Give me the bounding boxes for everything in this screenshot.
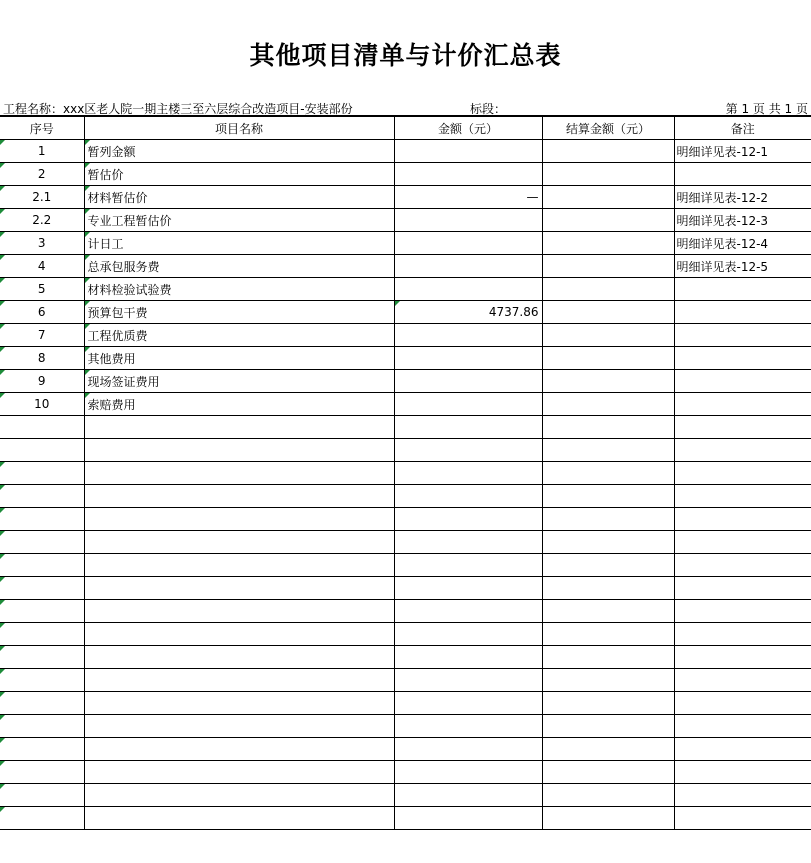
cell-settlement-amount[interactable]: [542, 577, 674, 600]
cell-remarks[interactable]: [674, 324, 811, 347]
cell-item-name[interactable]: 计日工: [84, 232, 394, 255]
cell-remarks[interactable]: [674, 485, 811, 508]
cell-remarks[interactable]: [674, 761, 811, 784]
cell-settlement-amount[interactable]: [542, 715, 674, 738]
cell-seq[interactable]: [0, 646, 84, 669]
cell-seq[interactable]: 2.2: [0, 209, 84, 232]
table-row: [0, 416, 811, 439]
table-row: [0, 301, 811, 324]
cell-settlement-amount[interactable]: [542, 738, 674, 761]
cell-remarks[interactable]: [674, 531, 811, 554]
table-row: [0, 232, 811, 255]
cell-seq[interactable]: 2.1: [0, 186, 84, 209]
cell-item-name[interactable]: [84, 692, 394, 715]
cell-amount[interactable]: [394, 416, 542, 439]
cell-remarks[interactable]: [674, 462, 811, 485]
cell-amount[interactable]: [394, 715, 542, 738]
cell-remarks[interactable]: [674, 301, 811, 324]
cell-item-name[interactable]: [84, 600, 394, 623]
cell-settlement-amount[interactable]: [542, 761, 674, 784]
cell-remarks[interactable]: [674, 554, 811, 577]
table-header-row: [0, 117, 811, 140]
cell-item-name[interactable]: [84, 439, 394, 462]
cell-amount[interactable]: [394, 255, 542, 278]
cell-item-name[interactable]: 现场签证费用: [84, 370, 394, 393]
cell-remarks[interactable]: [674, 577, 811, 600]
cell-settlement-amount[interactable]: [542, 232, 674, 255]
cell-item-name[interactable]: 索赔费用: [84, 393, 394, 416]
cell-item-name[interactable]: [84, 669, 394, 692]
header-remarks[interactable]: 备注: [674, 117, 811, 140]
cell-settlement-amount[interactable]: [542, 186, 674, 209]
cell-remarks[interactable]: [674, 508, 811, 531]
cell-seq[interactable]: 4: [0, 255, 84, 278]
cell-amount[interactable]: —: [394, 186, 542, 209]
cell-amount[interactable]: [394, 278, 542, 301]
table-row: [0, 577, 811, 600]
cell-settlement-amount[interactable]: [542, 784, 674, 807]
cell-seq[interactable]: [0, 439, 84, 462]
cell-remarks[interactable]: [674, 163, 811, 186]
page-title: 其他项目清单与计价汇总表: [249, 41, 562, 70]
table-row: [0, 623, 811, 646]
cell-seq[interactable]: [0, 416, 84, 439]
cell-item-name[interactable]: 其他费用: [84, 347, 394, 370]
cell-seq[interactable]: [0, 485, 84, 508]
table-row: [0, 186, 811, 209]
cell-remarks[interactable]: 明细详见表-12-3: [674, 209, 811, 232]
table-row: [0, 715, 811, 738]
table-row: [0, 646, 811, 669]
table-row: [0, 370, 811, 393]
table-row: [0, 669, 811, 692]
cell-amount[interactable]: [394, 209, 542, 232]
cell-seq[interactable]: 9: [0, 370, 84, 393]
cell-seq[interactable]: [0, 692, 84, 715]
cell-seq[interactable]: [0, 623, 84, 646]
cell-settlement-amount[interactable]: [542, 439, 674, 462]
cell-seq[interactable]: 5: [0, 278, 84, 301]
cell-item-name[interactable]: 材料检验试验费: [84, 278, 394, 301]
cell-settlement-amount[interactable]: [542, 554, 674, 577]
cell-amount[interactable]: [394, 232, 542, 255]
summary-table: [0, 116, 811, 830]
cell-item-name[interactable]: [84, 807, 394, 830]
cell-remarks[interactable]: [674, 370, 811, 393]
cell-seq[interactable]: [0, 738, 84, 761]
cell-settlement-amount[interactable]: [542, 140, 674, 163]
cell-item-name[interactable]: [84, 623, 394, 646]
cell-seq[interactable]: [0, 715, 84, 738]
table-row: [0, 209, 811, 232]
cell-item-name[interactable]: 暂列金额: [84, 140, 394, 163]
cell-amount[interactable]: [394, 761, 542, 784]
cell-amount[interactable]: [394, 669, 542, 692]
cell-item-name[interactable]: [84, 508, 394, 531]
cell-remarks[interactable]: [674, 347, 811, 370]
cell-amount[interactable]: [394, 784, 542, 807]
header-item-name[interactable]: 项目名称: [84, 117, 394, 140]
cell-amount[interactable]: [394, 692, 542, 715]
cell-amount[interactable]: [394, 646, 542, 669]
cell-amount[interactable]: [394, 140, 542, 163]
cell-settlement-amount[interactable]: [542, 301, 674, 324]
cell-seq[interactable]: [0, 554, 84, 577]
cell-amount[interactable]: [394, 508, 542, 531]
cell-amount[interactable]: [394, 347, 542, 370]
cell-item-name[interactable]: [84, 784, 394, 807]
cell-remarks[interactable]: [674, 393, 811, 416]
cell-settlement-amount[interactable]: [542, 255, 674, 278]
table-row: [0, 439, 811, 462]
cell-item-name[interactable]: [84, 646, 394, 669]
cell-remarks[interactable]: 明细详见表-12-1: [674, 140, 811, 163]
cell-settlement-amount[interactable]: [542, 324, 674, 347]
table-row: [0, 554, 811, 577]
cell-item-name[interactable]: [84, 761, 394, 784]
cell-seq[interactable]: [0, 761, 84, 784]
cell-amount[interactable]: [394, 324, 542, 347]
cell-item-name[interactable]: 总承包服务费: [84, 255, 394, 278]
cell-settlement-amount[interactable]: [542, 669, 674, 692]
table-row: [0, 761, 811, 784]
cell-remarks[interactable]: [674, 600, 811, 623]
cell-remarks[interactable]: [674, 646, 811, 669]
cell-remarks[interactable]: 明细详见表-12-2: [674, 186, 811, 209]
cell-item-name[interactable]: [84, 462, 394, 485]
cell-item-name[interactable]: [84, 715, 394, 738]
cell-settlement-amount[interactable]: [542, 623, 674, 646]
cell-seq[interactable]: 10: [0, 393, 84, 416]
table-row: [0, 784, 811, 807]
cell-remarks[interactable]: [674, 623, 811, 646]
cell-item-name[interactable]: 材料暂估价: [84, 186, 394, 209]
cell-seq[interactable]: [0, 600, 84, 623]
cell-item-name[interactable]: [84, 554, 394, 577]
cell-amount[interactable]: 4737.86: [394, 301, 542, 324]
table-row: [0, 531, 811, 554]
cell-seq[interactable]: 7: [0, 324, 84, 347]
cell-remarks[interactable]: [674, 738, 811, 761]
header-settlement-amount[interactable]: 结算金额（元）: [542, 117, 674, 140]
cell-amount[interactable]: [394, 393, 542, 416]
header-seq[interactable]: 序号: [0, 117, 84, 140]
page-indicator: 第 1 页 共 1 页: [725, 102, 808, 116]
cell-remarks[interactable]: 明细详见表-12-4: [674, 232, 811, 255]
cell-settlement-amount[interactable]: [542, 278, 674, 301]
cell-seq[interactable]: [0, 508, 84, 531]
project-name: 工程名称：xxx区老人院一期主楼三至六层综合改造项目-安装部份: [3, 102, 353, 116]
cell-item-name[interactable]: 工程优质费: [84, 324, 394, 347]
table-row: [0, 163, 811, 186]
table-row: [0, 600, 811, 623]
cell-item-name[interactable]: 预算包干费: [84, 301, 394, 324]
cell-amount[interactable]: [394, 577, 542, 600]
cell-settlement-amount[interactable]: [542, 416, 674, 439]
table-row: [0, 324, 811, 347]
cell-remarks[interactable]: [674, 692, 811, 715]
cell-seq[interactable]: 2: [0, 163, 84, 186]
cell-seq[interactable]: [0, 807, 84, 830]
cell-remarks[interactable]: [674, 807, 811, 830]
table-row: [0, 278, 811, 301]
cell-remarks[interactable]: [674, 669, 811, 692]
cell-remarks[interactable]: [674, 278, 811, 301]
cell-settlement-amount[interactable]: [542, 163, 674, 186]
table-row: [0, 347, 811, 370]
cell-seq[interactable]: [0, 531, 84, 554]
cell-amount[interactable]: [394, 554, 542, 577]
cell-amount[interactable]: [394, 531, 542, 554]
cell-seq[interactable]: [0, 577, 84, 600]
cell-amount[interactable]: [394, 462, 542, 485]
cell-settlement-amount[interactable]: [542, 692, 674, 715]
cell-item-name[interactable]: [84, 738, 394, 761]
table-row: [0, 462, 811, 485]
table-row: [0, 393, 811, 416]
cell-settlement-amount[interactable]: [542, 600, 674, 623]
cell-settlement-amount[interactable]: [542, 370, 674, 393]
table-row: [0, 692, 811, 715]
cell-amount[interactable]: [394, 807, 542, 830]
table-row: [0, 255, 811, 278]
cell-amount[interactable]: [394, 439, 542, 462]
cell-seq[interactable]: [0, 462, 84, 485]
cell-amount[interactable]: [394, 738, 542, 761]
table-row: [0, 140, 811, 163]
cell-settlement-amount[interactable]: [542, 646, 674, 669]
header-amount[interactable]: 金额（元）: [394, 117, 542, 140]
table-row: [0, 738, 811, 761]
cell-settlement-amount[interactable]: [542, 462, 674, 485]
cell-amount[interactable]: [394, 163, 542, 186]
cell-seq[interactable]: 8: [0, 347, 84, 370]
table-row: [0, 508, 811, 531]
table-row: [0, 485, 811, 508]
cell-amount[interactable]: [394, 370, 542, 393]
cell-settlement-amount[interactable]: [542, 393, 674, 416]
cell-item-name[interactable]: 暂估价: [84, 163, 394, 186]
cell-item-name[interactable]: [84, 531, 394, 554]
cell-item-name[interactable]: 专业工程暂估价: [84, 209, 394, 232]
cell-settlement-amount[interactable]: [542, 209, 674, 232]
cell-remarks[interactable]: [674, 715, 811, 738]
cell-item-name[interactable]: [84, 416, 394, 439]
cell-seq[interactable]: 1: [0, 140, 84, 163]
cell-remarks[interactable]: [674, 784, 811, 807]
cell-seq[interactable]: [0, 784, 84, 807]
cell-remarks[interactable]: [674, 439, 811, 462]
cell-seq[interactable]: 6: [0, 301, 84, 324]
cell-settlement-amount[interactable]: [542, 807, 674, 830]
cell-settlement-amount[interactable]: [542, 485, 674, 508]
table-row: [0, 807, 811, 830]
cell-remarks[interactable]: [674, 416, 811, 439]
cell-item-name[interactable]: [84, 577, 394, 600]
cell-settlement-amount[interactable]: [542, 347, 674, 370]
cell-seq[interactable]: 3: [0, 232, 84, 255]
cell-seq[interactable]: [0, 669, 84, 692]
cell-amount[interactable]: [394, 623, 542, 646]
cell-item-name[interactable]: [84, 485, 394, 508]
cell-settlement-amount[interactable]: [542, 531, 674, 554]
cell-amount[interactable]: [394, 485, 542, 508]
section-label: 标段：: [470, 102, 507, 116]
cell-settlement-amount[interactable]: [542, 508, 674, 531]
cell-remarks[interactable]: 明细详见表-12-5: [674, 255, 811, 278]
cell-amount[interactable]: [394, 600, 542, 623]
